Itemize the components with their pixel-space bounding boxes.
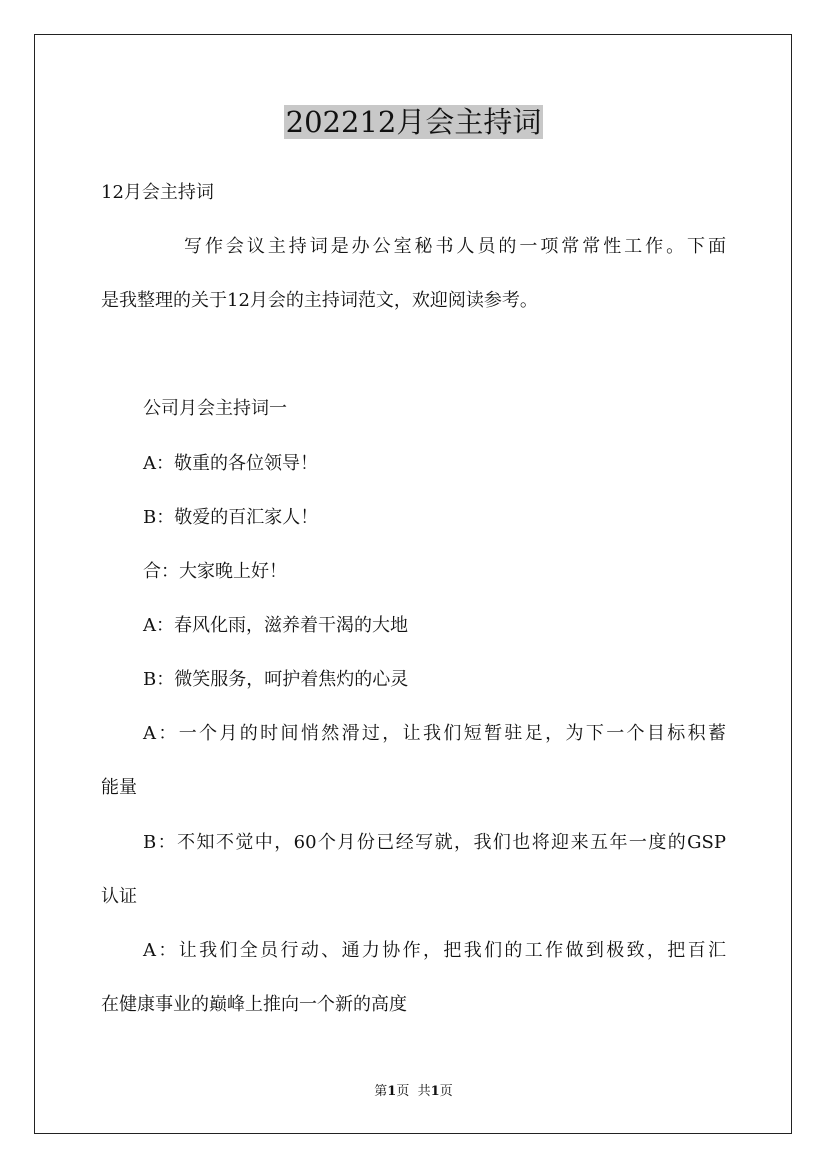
document-subtitle: 12月会主持词 [101,182,214,203]
script-line: A：春风化雨，滋养着干渴的大地 [143,615,408,636]
script-line: B：不知不觉中，60个月份已经写就，我们也将迎来五年一度的GSP [143,832,726,853]
script-line: A：敬重的各位领导！ [143,453,318,474]
script-line-continuation: 能量 [101,777,137,798]
page-number: 1 [387,1084,397,1099]
intro-line-1: 写作会议主持词是办公室秘书人员的一项常常性工作。下面 [184,236,726,257]
total-label-prefix: 共 [417,1084,431,1099]
page-label-suffix: 页 [396,1084,410,1099]
script-line: B：微笑服务，呵护着焦灼的心灵 [143,669,409,690]
total-label-suffix: 页 [439,1084,453,1099]
intro-line-2: 是我整理的关于12月会的主持词范文，欢迎阅读参考。 [101,290,538,311]
section-heading: 公司月会主持词一 [143,398,287,419]
script-line: B：敬爱的百汇家人！ [143,507,319,528]
document-title-text: 202212月会主持词 [285,105,542,139]
total-pages: 1 [430,1084,440,1099]
script-line-continuation: 认证 [101,886,137,907]
script-line: A：一个月的时间悄然滑过，让我们短暂驻足，为下一个目标积蓄 [143,723,726,744]
script-line: 合：大家晚上好！ [143,561,287,582]
page-footer [0,1082,827,1102]
script-line: A：让我们全员行动、通力协作，把我们的工作做到极致，把百汇 [143,940,726,961]
page-label-prefix: 第 [374,1084,388,1099]
script-line-continuation: 在健康事业的巅峰上推向一个新的高度 [101,994,407,1015]
document-title [0,100,827,144]
